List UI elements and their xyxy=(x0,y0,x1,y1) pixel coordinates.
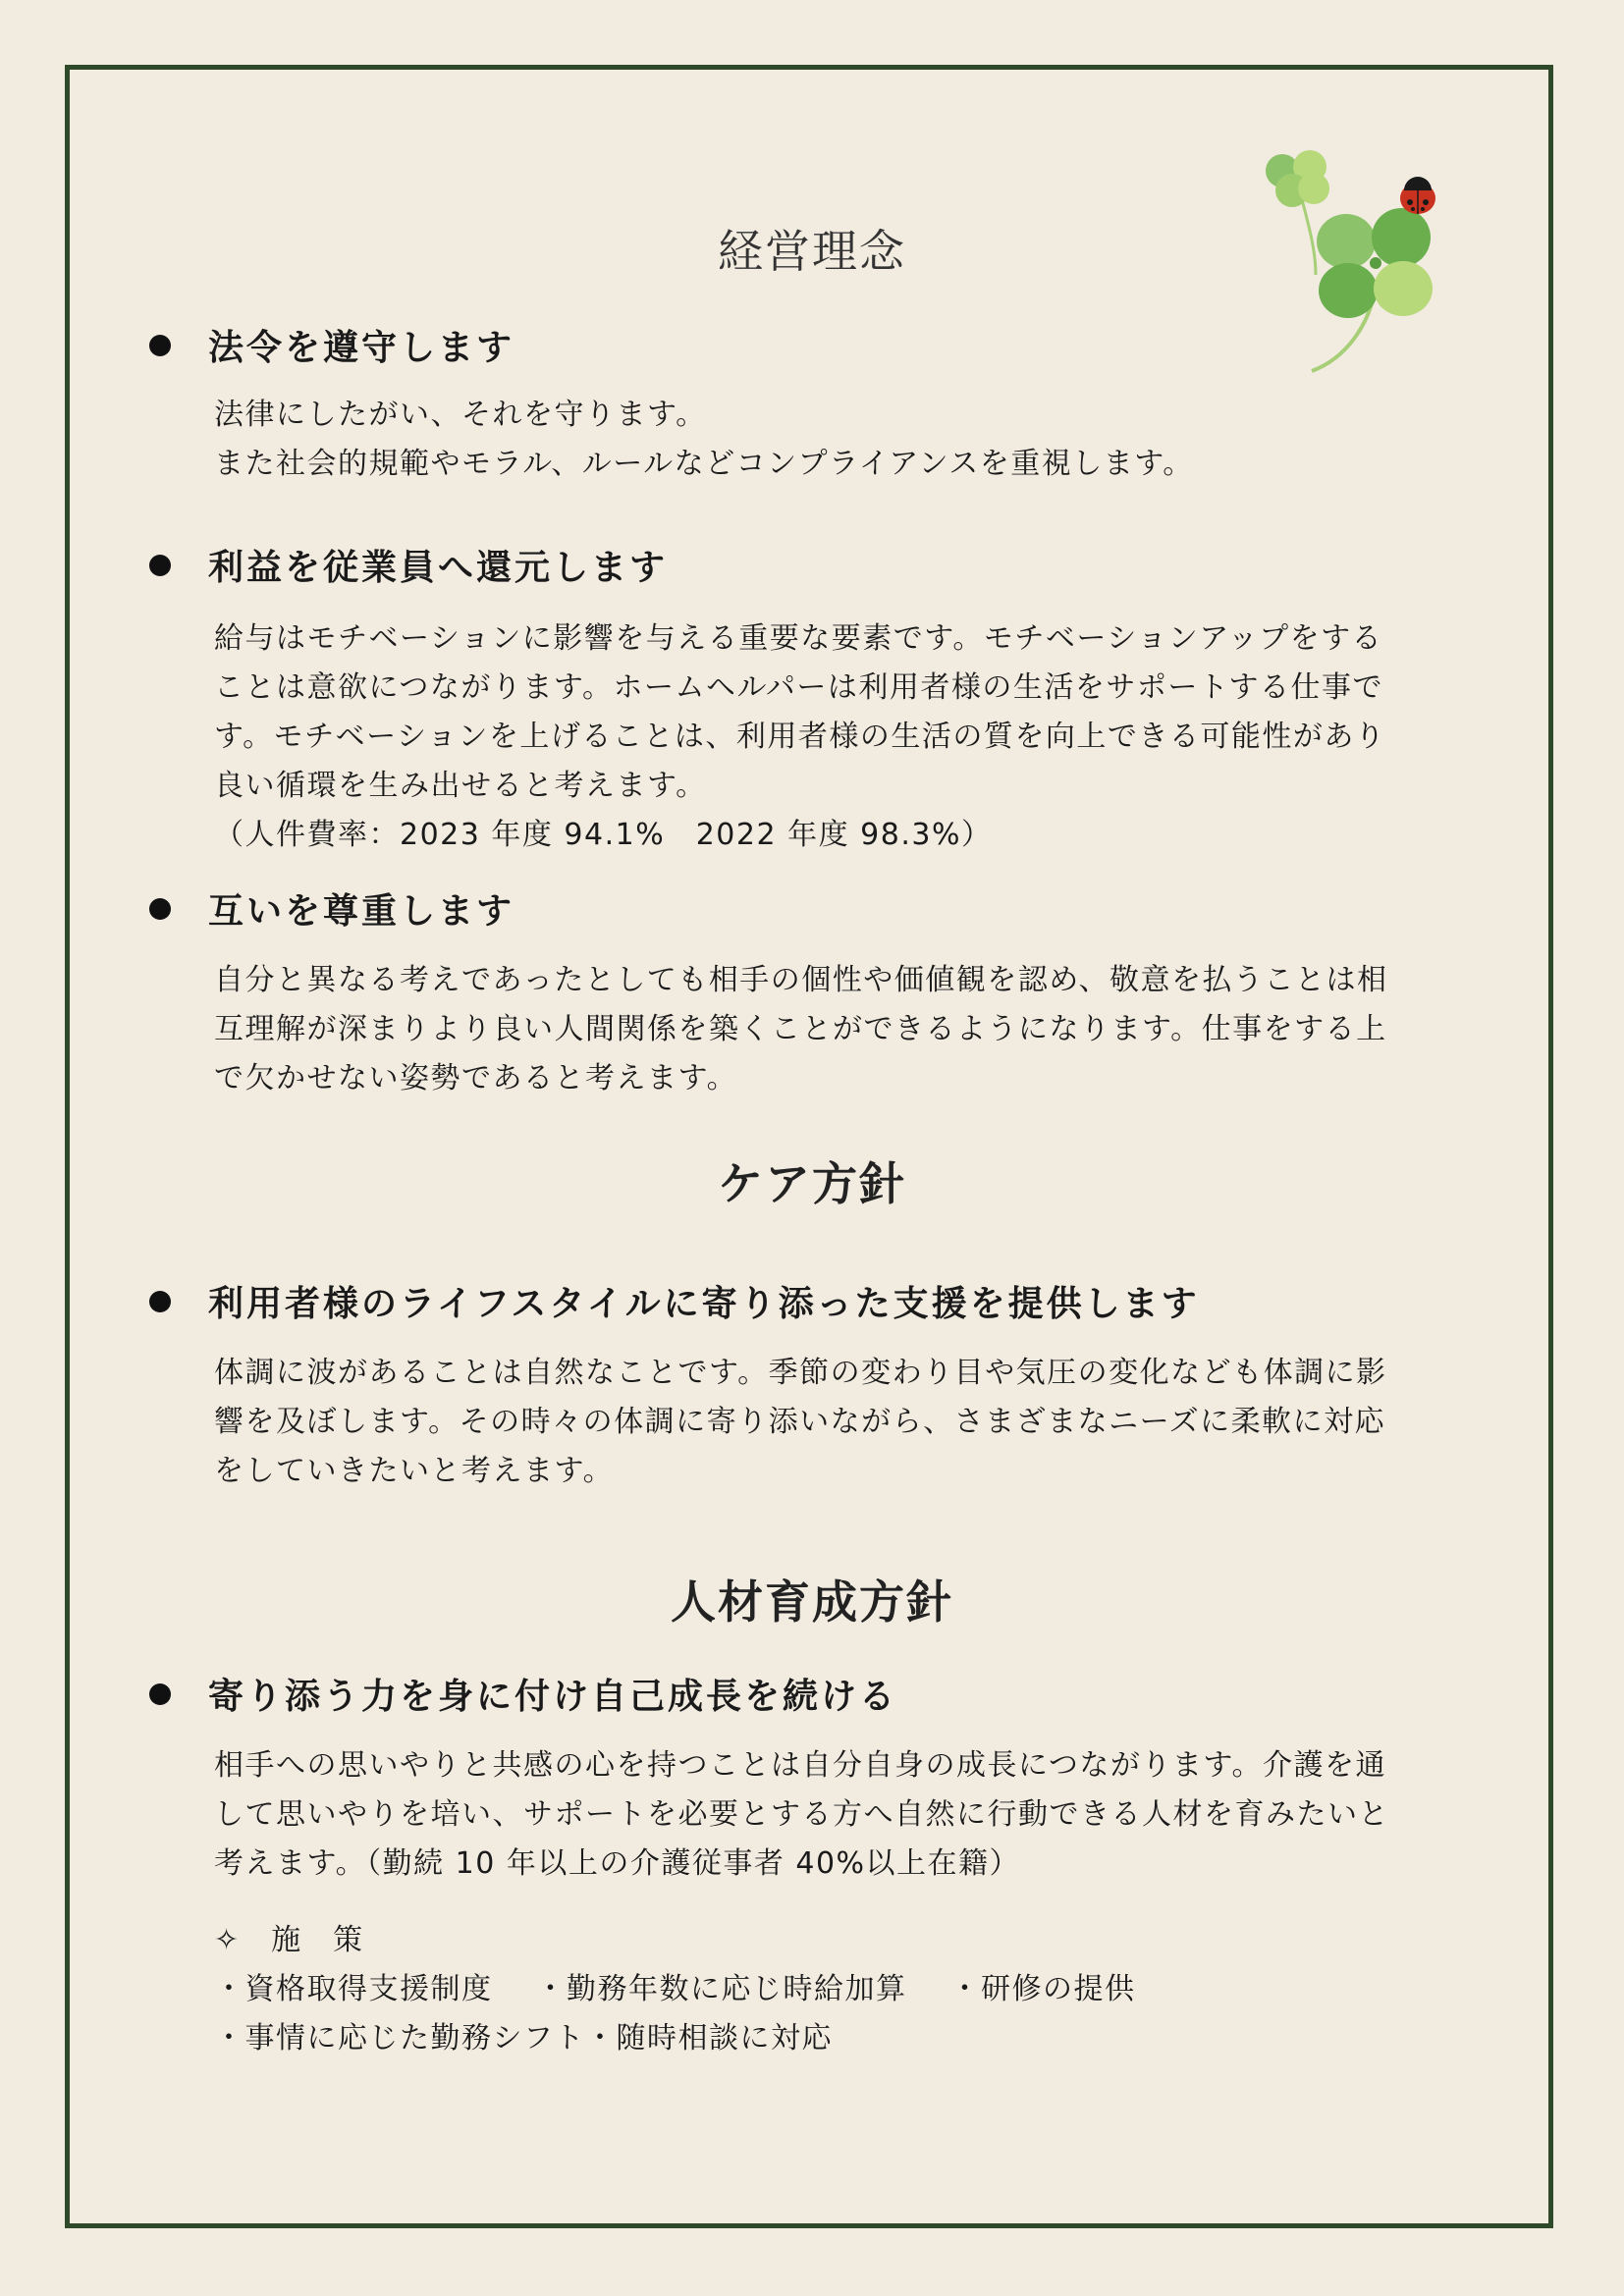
body-line: 響を及ぼします。その時々の体調に寄り添いながら、さまざまなニーズに柔軟に対応 xyxy=(214,1405,1386,1439)
heading-text: 法令を遵守します xyxy=(208,328,515,368)
care-title: ケア方針 xyxy=(718,1157,906,1210)
bullet-dot-icon xyxy=(149,1683,171,1705)
measure-item: ・研修の提供 xyxy=(949,1972,1136,2006)
body-line: 相手への思いやりと共感の心を持つことは自分自身の成長につながります。介護を通 xyxy=(214,1748,1386,1783)
body-line: 自分と異なる考えであったとしても相手の個性や価値観を認め、敬意を払うことは相 xyxy=(214,963,1388,997)
measures-list xyxy=(214,1916,1136,2063)
page-border xyxy=(65,65,1553,2228)
training-item-1-heading xyxy=(149,1669,897,1719)
measure-item: ・事情に応じた勤務シフト xyxy=(214,2021,585,2056)
care-item-1-heading xyxy=(149,1276,1200,1326)
body-line: 互理解が深まりより良い人間関係を築くことができるようになります。仕事をする上 xyxy=(214,1012,1387,1046)
measure-item: ・勤務年数に応じ時給加算 xyxy=(535,1972,907,2006)
body-line: ことは意欲につながります。ホームヘルパーは利用者様の生活をサポートする仕事で xyxy=(214,670,1383,705)
body-line: （人件費率：2023 年度 94.1% 2022 年度 98.3%） xyxy=(214,818,993,852)
philosophy-item-3-heading xyxy=(149,883,514,934)
bullet-dot-icon xyxy=(149,335,171,356)
body-line: 給与はモチベーションに影響を与える重要な要素です。モチベーションアップをする xyxy=(214,621,1383,656)
heading-text: 利用者様のライフスタイルに寄り添った支援を提供します xyxy=(208,1284,1200,1324)
philosophy-item-2-heading xyxy=(149,540,668,590)
body-line: 法律にしたがい、それを守ります。 xyxy=(214,398,707,432)
body-line: 体調に波があることは自然なことです。季節の変わり目や気圧の変化なども体調に影 xyxy=(214,1356,1387,1390)
philosophy-title: 経営理念 xyxy=(718,225,906,278)
philosophy-item-2-body xyxy=(214,614,1471,860)
heading-text: 寄り添う力を身に付け自己成長を続ける xyxy=(208,1677,898,1717)
body-line: 考えます。（勤続 10 年以上の介護従事者 40%以上在籍） xyxy=(214,1846,1021,1881)
care-item-1-body xyxy=(214,1349,1471,1496)
body-line: す。モチベーションを上げることは、利用者様の生活の質を向上できる可能性があり xyxy=(214,720,1386,754)
philosophy-item-3-body xyxy=(214,956,1471,1103)
philosophy-item-1-heading xyxy=(149,320,514,370)
body-line: で欠かせない姿勢であると考えます。 xyxy=(214,1061,738,1095)
measure-item: ・随時相談に対応 xyxy=(585,2021,833,2056)
measures-label: ✧ 施 策 xyxy=(214,1923,364,1957)
philosophy-item-1-body xyxy=(214,391,1471,489)
body-line: 良い循環を生み出せると考えます。 xyxy=(214,769,707,803)
heading-text: 利益を従業員へ還元します xyxy=(208,548,669,588)
bullet-dot-icon xyxy=(149,898,171,920)
body-line: をしていきたいと考えます。 xyxy=(214,1454,615,1488)
measures-row-2 xyxy=(214,2014,1136,2063)
body-line: して思いやりを培い、サポートを必要とする方へ自然に行動できる人材を育みたいと xyxy=(214,1797,1389,1832)
bullet-dot-icon xyxy=(149,1291,171,1312)
heading-text: 互いを尊重します xyxy=(208,891,515,932)
measures-row-1 xyxy=(214,1965,1136,2014)
measure-item: ・資格取得支援制度 xyxy=(214,1972,493,2006)
training-item-1-body xyxy=(214,1741,1471,1889)
bullet-dot-icon xyxy=(149,555,171,576)
training-title: 人材育成方針 xyxy=(671,1575,953,1629)
body-line: また社会的規範やモラル、ルールなどコンプライアンスを重視します。 xyxy=(214,447,1194,481)
